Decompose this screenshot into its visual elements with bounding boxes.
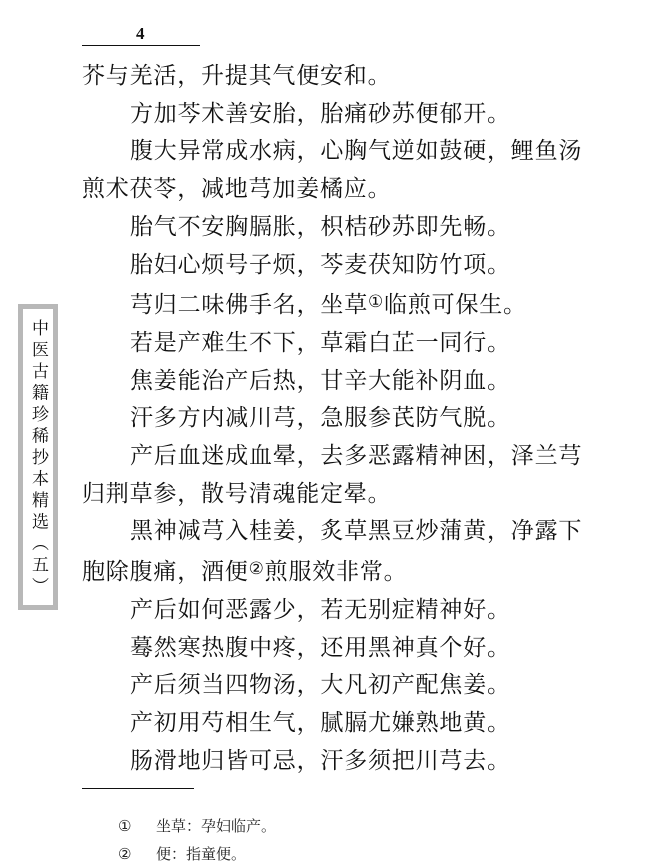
footnotes xyxy=(118,812,276,868)
verse-line: 黑神减芎入桂姜，炙草黑豆炒蒲黄，净露下 xyxy=(130,518,583,545)
footnote-text: 坐草：孕妇临产。 xyxy=(156,817,277,835)
verse-line: 蓦然寒热腹中疼，还用黑神真个好。 xyxy=(130,634,511,661)
body-text xyxy=(82,58,602,780)
verse-line-text: 芎归二味佛手名，坐草 xyxy=(130,292,368,319)
footnote-rule xyxy=(82,788,194,789)
footnote-marker: ② xyxy=(118,845,132,863)
verse-line: 汗多方内减川芎，急服参芪防气脱。 xyxy=(130,405,511,432)
verse-line: 产后血迷成血晕，去多恶露精神困，泽兰芎 xyxy=(130,443,583,470)
verse-line: 产后须当四物汤，大凡初产配焦姜。 xyxy=(130,672,511,699)
footnote-reference[interactable]: ② xyxy=(248,559,265,580)
verse-line: 肠滑地归皆可忌，汗多须把川芎去。 xyxy=(130,747,511,774)
verse-line-text: 胞除腹痛，酒便 xyxy=(82,559,249,586)
side-tab xyxy=(18,304,58,610)
verse-line: 腹大异常成水病，心胸气逆如鼓硬，鲤鱼汤 xyxy=(130,138,583,165)
verse-line xyxy=(82,284,602,325)
side-tab-label: 中医古籍珍稀抄本精选（五） xyxy=(28,319,48,599)
verse-line xyxy=(82,551,602,592)
verse-line: 芥与羌活，升提其气便安和。 xyxy=(82,63,392,89)
footnote-item xyxy=(118,840,276,868)
verse-line: 方加芩术善安胎，胎痛砂苏便郁开。 xyxy=(130,100,511,127)
verse-line: 产初用芍相生气，腻膈尤嫌熟地黄。 xyxy=(130,709,511,736)
verse-line: 焦姜能治产后热，甘辛大能补阴血。 xyxy=(130,367,511,394)
footnote-text: 便：指童便。 xyxy=(156,845,247,863)
footnote-item xyxy=(118,812,276,840)
footnote-marker: ① xyxy=(118,817,132,835)
verse-line: 产后如何恶露少，若无别症精神好。 xyxy=(130,596,511,623)
verse-line-text: 煎服效非常。 xyxy=(264,559,408,586)
page-number: 4 xyxy=(136,24,145,43)
verse-line: 若是产难生不下，草霜白芷一同行。 xyxy=(130,329,511,356)
verse-line: 胎气不安胸膈胀，枳桔砂苏即先畅。 xyxy=(130,213,511,240)
header-rule xyxy=(82,45,200,46)
verse-line: 归荆草参，散号清魂能定晕。 xyxy=(82,480,392,507)
verse-line: 胎妇心烦号子烦，芩麦茯知防竹项。 xyxy=(130,251,511,278)
verse-line: 煎术茯苓，减地芎加姜橘应。 xyxy=(82,176,392,203)
verse-line-text: 临煎可保生。 xyxy=(384,292,527,319)
footnote-reference[interactable]: ① xyxy=(368,292,385,313)
